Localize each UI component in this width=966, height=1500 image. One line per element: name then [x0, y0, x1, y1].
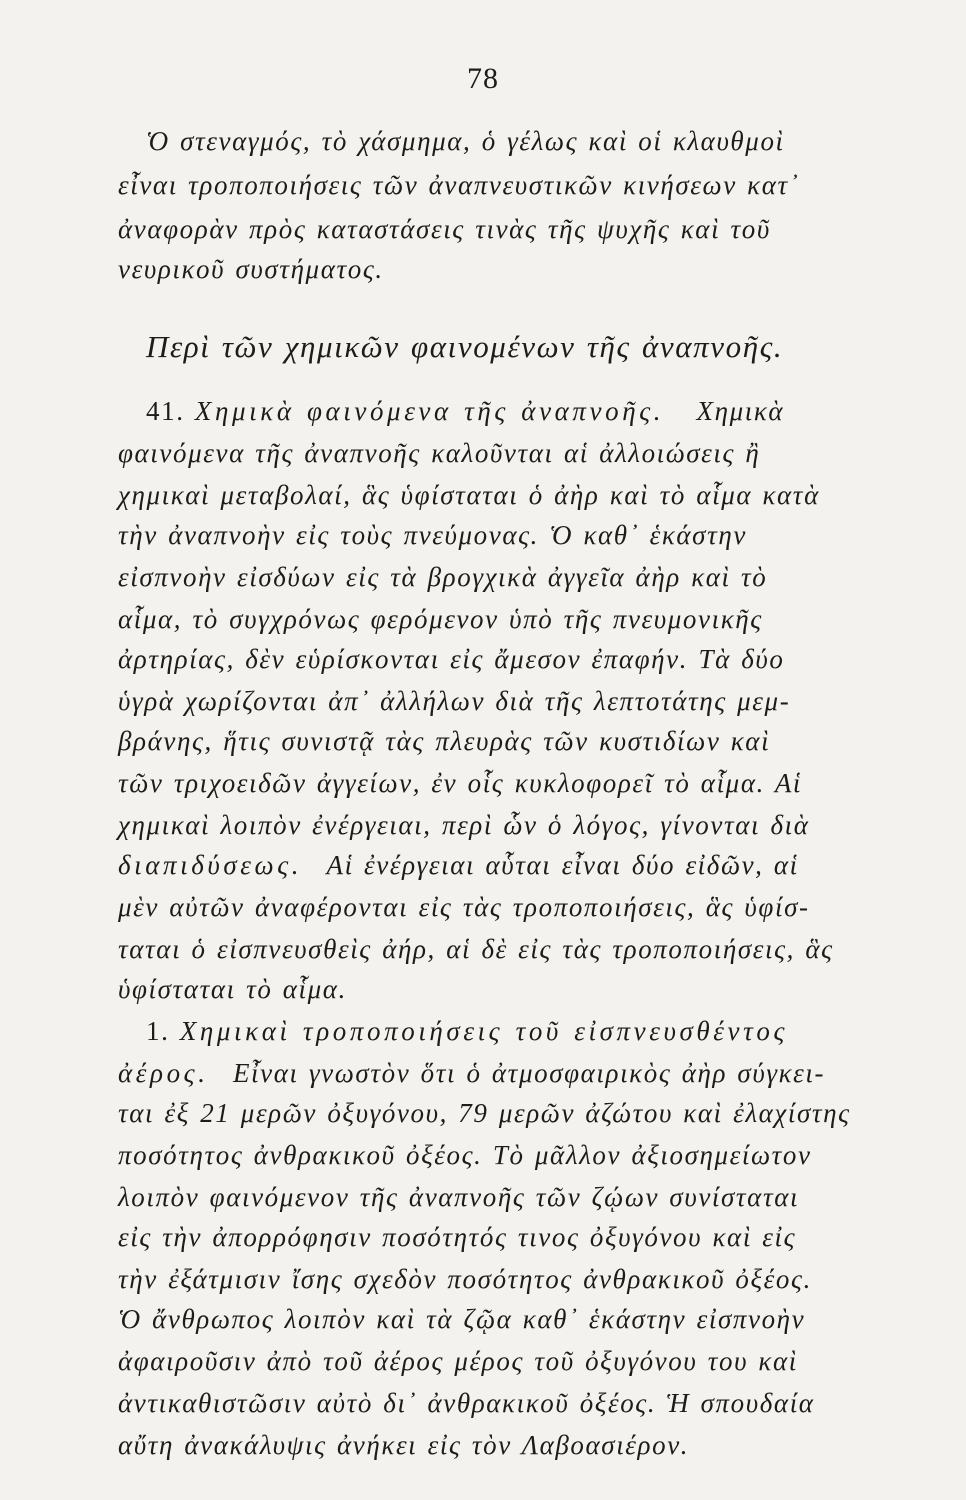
text-line: εἰσπνοὴν εἰσδύων εἰς τὰ βρογχικὰ ἀγγεῖα ἀὴρ καὶ τὸ	[118, 562, 768, 592]
text-line: τὴν ἀναπνοὴν εἰς τοὺς πνεύμονας. Ὁ καθ᾽ ἑκάστην	[118, 520, 747, 550]
paragraph-title: Χημικὰ φαινόμενα τῆς ἀναπνοῆς.	[194, 396, 665, 426]
text-line: φαινόμενα τῆς ἀναπνοῆς καλοῦνται αἱ ἀλλοιώσεις ἢ	[118, 438, 761, 468]
text-line: ται ἐξ 21 μερῶν ὀξυγόνου, 79 μερῶν ἀζώτου καὶ ἐλαχίστης	[118, 1098, 851, 1128]
text-line: ἀρτηρίας, δὲν εὑρίσκονται εἰς ἄμεσον ἐπαφήν. Τὰ δύο	[118, 644, 785, 674]
emphasized-term: διαπιδύσεως.	[118, 850, 303, 880]
text-line: τὴν ἐξάτμισιν ἴσης σχεδὸν ποσότητος ἀνθρακικοῦ ὀξέος.	[118, 1264, 812, 1294]
text-fragment: Εἶναι γνωστὸν ὅτι ὁ ἀτμοσφαιρικὸς ἀὴρ σύγκει-	[232, 1058, 826, 1088]
text-line: αὔτη ἀνακάλυψις ἀνήκει εἰς τὸν Λαβοασιέρον.	[118, 1430, 690, 1460]
text-line: ὑγρὰ χωρίζονται ἀπ᾽ ἀλλήλων διὰ τῆς λεπτοτάτης μεμ-	[118, 686, 791, 716]
text-line: Ὁ στεναγμός, τὸ χάσμημα, ὁ γέλως καὶ οἱ κλαυθμοὶ	[146, 126, 785, 156]
text-line: ταται ὁ εἰσπνευσθεὶς ἀήρ, αἱ δὲ εἰς τὰς τροποποιήσεις, ἃς	[118, 934, 834, 964]
text-line: χημικαὶ μεταβολαί, ἃς ὑφίσταται ὁ ἀὴρ καὶ τὸ αἷμα κατὰ	[118, 480, 820, 510]
text-line: ποσότητος ἀνθρακικοῦ ὀξέος. Τὸ μᾶλλον ἀξιοσημείωτον	[118, 1140, 812, 1170]
text-line: αἷμα, τὸ συγχρόνως φερόμενον ὑπὸ τῆς πνευμονικῆς	[118, 604, 763, 634]
text-line: εἰς τὴν ἀπορρόφησιν ποσότητός τινος ὀξυγόνου καὶ εἰς	[118, 1222, 797, 1252]
text-line: ἀφαιροῦσιν ἀπὸ τοῦ ἀέρος μέρος τοῦ ὀξυγόνου του καὶ	[118, 1346, 798, 1376]
paragraph-number: 41.	[146, 396, 185, 426]
subsection-1-first-line	[146, 1014, 788, 1048]
text-line: χημικαὶ λοιπὸν ἐνέργειαι, περὶ ὧν ὁ λόγος, γίνονται διὰ	[118, 810, 810, 840]
page-number: 78	[467, 62, 499, 95]
text-line: βράνης, ἥτις συνιστᾷ τὰς πλευρὰς τῶν κυστιδίων καὶ	[118, 726, 771, 756]
subsection-title-end: ἀέρος.	[118, 1058, 209, 1088]
text-line: νευρικοῦ συστήματος.	[118, 254, 384, 284]
text-line: Ὁ ἄνθρωπος λοιπὸν καὶ τὰ ζῷα καθ᾽ ἑκάστην εἰσπνοὴν	[118, 1304, 806, 1334]
text-fragment: Χημικὰ	[696, 396, 785, 426]
paragraph-41-first-line	[146, 394, 784, 428]
subsection-title: Χημικαὶ τροποποιήσεις τοῦ εἰσπνευσθέντος	[179, 1016, 788, 1046]
text-fragment: Αἱ ἐνέργειαι αὗται εἶναι δύο εἰδῶν, αἱ	[326, 850, 799, 880]
text-line: ἀντικαθιστῶσιν αὐτὸ δι᾽ ἀνθρακικοῦ ὀξέος. Ἡ σπουδαία	[118, 1388, 815, 1418]
section-heading: Περὶ τῶν χημικῶν φαινομένων τῆς ἀναπνοῆς.	[146, 329, 784, 364]
text-line: μὲν αὐτῶν ἀναφέρονται εἰς τὰς τροποποιήσεις, ἃς ὑφίσ-	[118, 892, 810, 922]
text-line	[118, 1056, 825, 1090]
text-line	[118, 848, 799, 882]
text-line: τῶν τριχοειδῶν ἀγγείων, ἐν οἷς κυκλοφορεῖ τὸ αἷμα. Αἱ	[118, 768, 803, 798]
text-line: λοιπὸν φαινόμενον τῆς ἀναπνοῆς τῶν ζῴων συνίσταται	[118, 1182, 800, 1212]
text-line: εἶναι τροποποιήσεις τῶν ἀναπνευστικῶν κινήσεων κατ᾽	[118, 170, 800, 200]
text-line: ἀναφορὰν πρὸς καταστάσεις τινὰς τῆς ψυχῆς καὶ τοῦ	[118, 214, 771, 244]
text-line: ὑφίσταται τὸ αἷμα.	[118, 974, 347, 1004]
subsection-number: 1.	[146, 1016, 170, 1046]
